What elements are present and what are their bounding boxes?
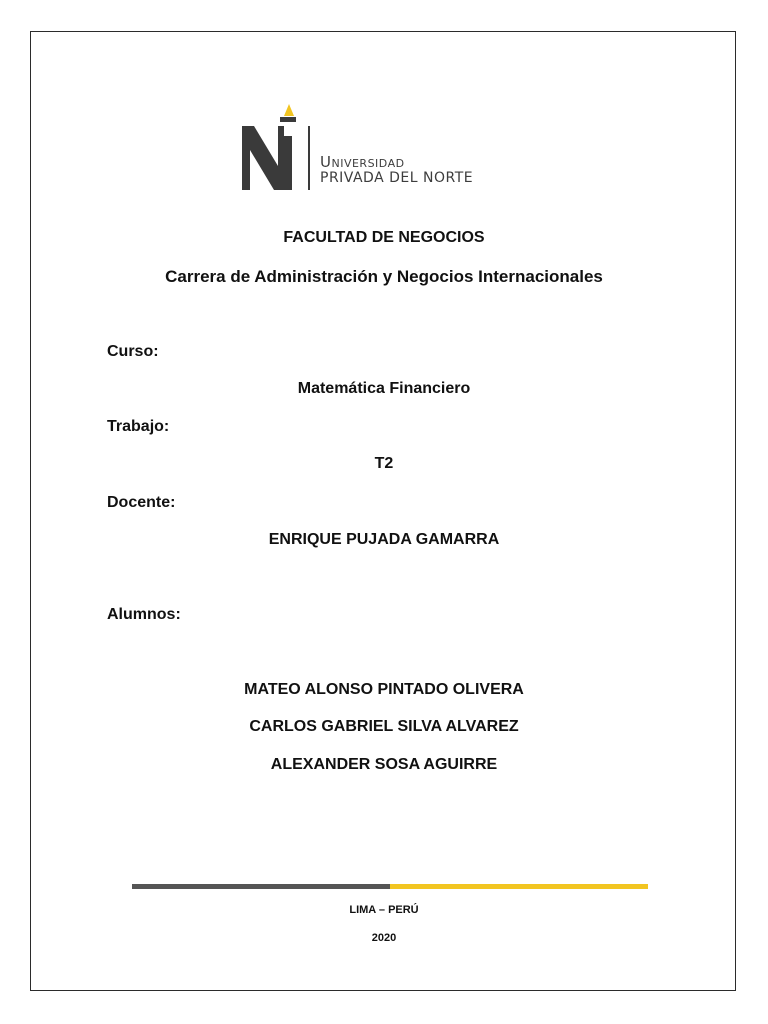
logo-accent-triangle [284, 104, 294, 116]
footer-year: 2020 [371, 932, 397, 944]
footer-place: LIMA – PERÚ [349, 904, 419, 916]
student-name: MATEO ALONSO PINTADO OLIVERA [244, 681, 524, 698]
logo-n-shape [242, 126, 284, 190]
course-value: Matemática Financiero [297, 380, 471, 397]
university-logo [240, 98, 530, 194]
university-name [320, 154, 473, 186]
university-name-line2: PRIVADA DEL NORTE [320, 170, 474, 186]
course-label: Curso: [107, 343, 159, 360]
student-name: ALEXANDER SOSA AGUIRRE [270, 756, 498, 773]
students-label: Alumnos: [107, 606, 181, 623]
footer-bar-gray [132, 884, 390, 889]
faculty-title: FACULTAD DE NEGOCIOS [283, 229, 485, 246]
work-value: T2 [374, 455, 394, 472]
student-name: CARLOS GABRIEL SILVA ALVAREZ [249, 718, 519, 735]
teacher-label: Docente: [107, 494, 176, 511]
work-label: Trabajo: [107, 418, 170, 435]
teacher-name: ENRIQUE PUJADA GAMARRA [268, 531, 500, 548]
footer-bar-yellow [390, 884, 648, 889]
university-name-line1: Universidad [320, 153, 405, 171]
career-title: Carrera de Administración y Negocios Internacionales [165, 267, 603, 286]
